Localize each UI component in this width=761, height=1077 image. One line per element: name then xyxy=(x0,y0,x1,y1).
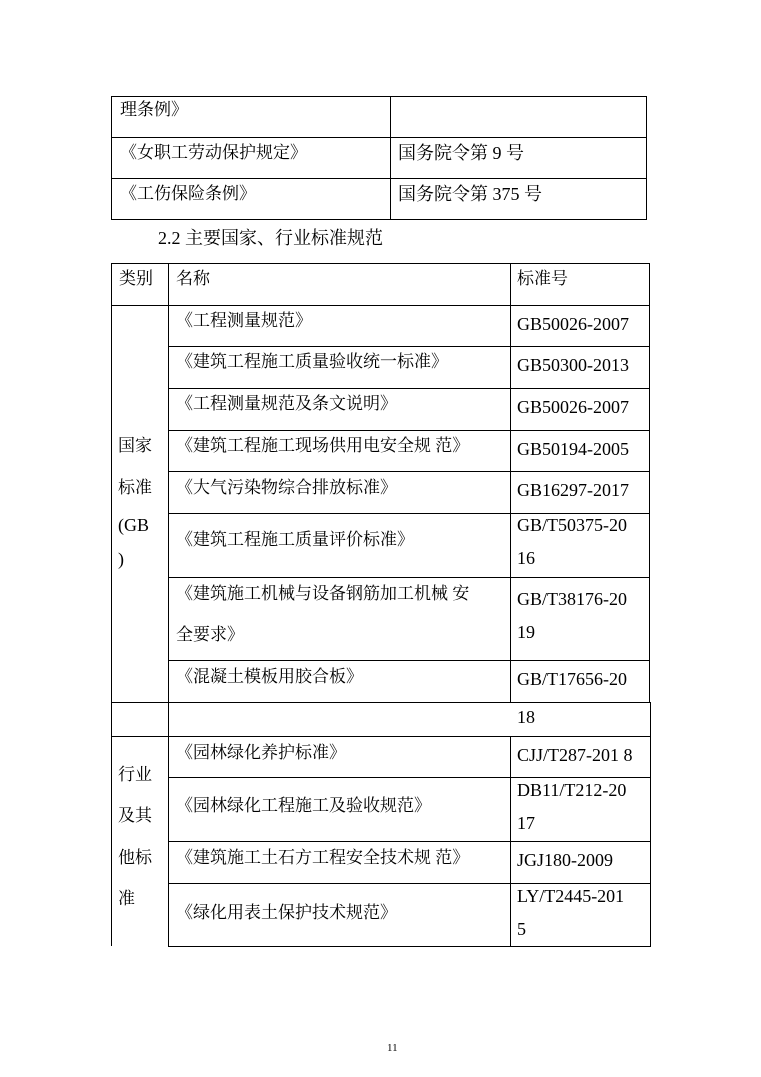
standard-code: GB50194-2005 xyxy=(517,439,629,459)
standard-code: GB/T17656-20 xyxy=(517,669,627,689)
standard-code: 16 xyxy=(517,548,535,568)
regulation-name: 《女职工劳动保护规定》 xyxy=(120,143,307,162)
standard-code: JGJ180-2009 xyxy=(517,850,614,870)
standard-name: 《园林绿化养护标准》 xyxy=(176,743,346,762)
table-border xyxy=(111,736,651,737)
table-border xyxy=(168,841,651,842)
table-border xyxy=(168,513,650,514)
header-category: 类别 xyxy=(119,269,153,288)
category-label: 国家 xyxy=(118,436,152,455)
table-border xyxy=(168,388,650,389)
table-border xyxy=(168,346,650,347)
standard-code: GB/T38176-20 xyxy=(517,589,627,609)
page-number: 11 xyxy=(387,1042,398,1054)
table-border xyxy=(111,219,647,220)
regulation-name: 理条例》 xyxy=(120,100,188,119)
standard-code: GB16297-2017 xyxy=(517,480,629,500)
category-label: ) xyxy=(118,549,124,569)
standard-name: 《绿化用表土保护技术规范》 xyxy=(176,903,397,922)
standard-code: GB50300-2013 xyxy=(517,355,629,375)
table-border xyxy=(168,577,650,578)
table-border xyxy=(111,702,651,703)
category-label: 标准 xyxy=(118,478,152,497)
header-name: 名称 xyxy=(176,269,210,288)
category-label: 他标 xyxy=(118,848,152,867)
regulation-number: 国务院令第 9 号 xyxy=(398,143,524,163)
standard-name: 《混凝土模板用胶合板》 xyxy=(176,667,363,686)
standard-code: 19 xyxy=(517,622,535,642)
standard-code: 5 xyxy=(517,919,526,939)
table-border xyxy=(510,263,511,702)
regulation-name: 《工伤保险条例》 xyxy=(120,184,256,203)
standard-name: 《建筑工程施工质量验收统一标准》 xyxy=(176,352,448,371)
table-border xyxy=(168,777,651,778)
table-border xyxy=(168,946,651,947)
table-border xyxy=(111,137,647,138)
table-border xyxy=(111,96,112,220)
category-label: (GB xyxy=(118,515,149,535)
category-label: 准 xyxy=(118,889,135,908)
header-code: 标准号 xyxy=(517,269,568,288)
table-border xyxy=(111,263,112,702)
table-border xyxy=(111,305,650,306)
standard-name: 《建筑施工机械与设备钢筋加工机械 安 xyxy=(176,584,470,603)
section-heading: 2.2 主要国家、行业标准规范 xyxy=(158,228,383,248)
table-border xyxy=(168,883,651,884)
table-border xyxy=(111,736,112,946)
table-border xyxy=(111,96,647,97)
table-border xyxy=(168,263,169,702)
category-label: 及其 xyxy=(118,806,152,825)
standard-name: 《园林绿化工程施工及验收规范》 xyxy=(176,796,431,815)
table-border xyxy=(111,178,647,179)
standard-code: GB/T50375-20 xyxy=(517,515,627,535)
standard-code: 18 xyxy=(517,707,535,727)
standard-name: 《建筑工程施工质量评价标准》 xyxy=(176,530,414,549)
standard-name: 《大气污染物综合排放标准》 xyxy=(176,478,397,497)
table-border xyxy=(111,702,112,737)
standard-name: 《建筑工程施工现场供用电安全规 范》 xyxy=(176,436,470,455)
table-border xyxy=(168,660,650,661)
table-border xyxy=(168,430,650,431)
standard-code: GB50026-2007 xyxy=(517,397,629,417)
standard-code: DB11/T212-20 xyxy=(517,780,627,800)
standard-code: CJJ/T287-201 8 xyxy=(517,745,633,765)
regulation-number: 国务院令第 375 号 xyxy=(398,184,542,204)
table-border xyxy=(649,263,650,702)
table-border xyxy=(646,96,647,220)
table-border xyxy=(390,96,391,220)
table-border xyxy=(650,702,651,737)
category-label: 行业 xyxy=(118,765,152,784)
standard-name: 《建筑施工土石方工程安全技术规 范》 xyxy=(176,848,470,867)
table-border xyxy=(168,702,169,737)
table-border xyxy=(168,471,650,472)
table-border xyxy=(111,263,650,264)
standard-name: 全要求》 xyxy=(176,625,244,644)
standard-code: LY/T2445-201 xyxy=(517,886,625,906)
standard-name: 《工程测量规范》 xyxy=(176,311,312,330)
standard-code: 17 xyxy=(517,813,535,833)
standard-name: 《工程测量规范及条文说明》 xyxy=(176,394,397,413)
standard-code: GB50026-2007 xyxy=(517,314,629,334)
